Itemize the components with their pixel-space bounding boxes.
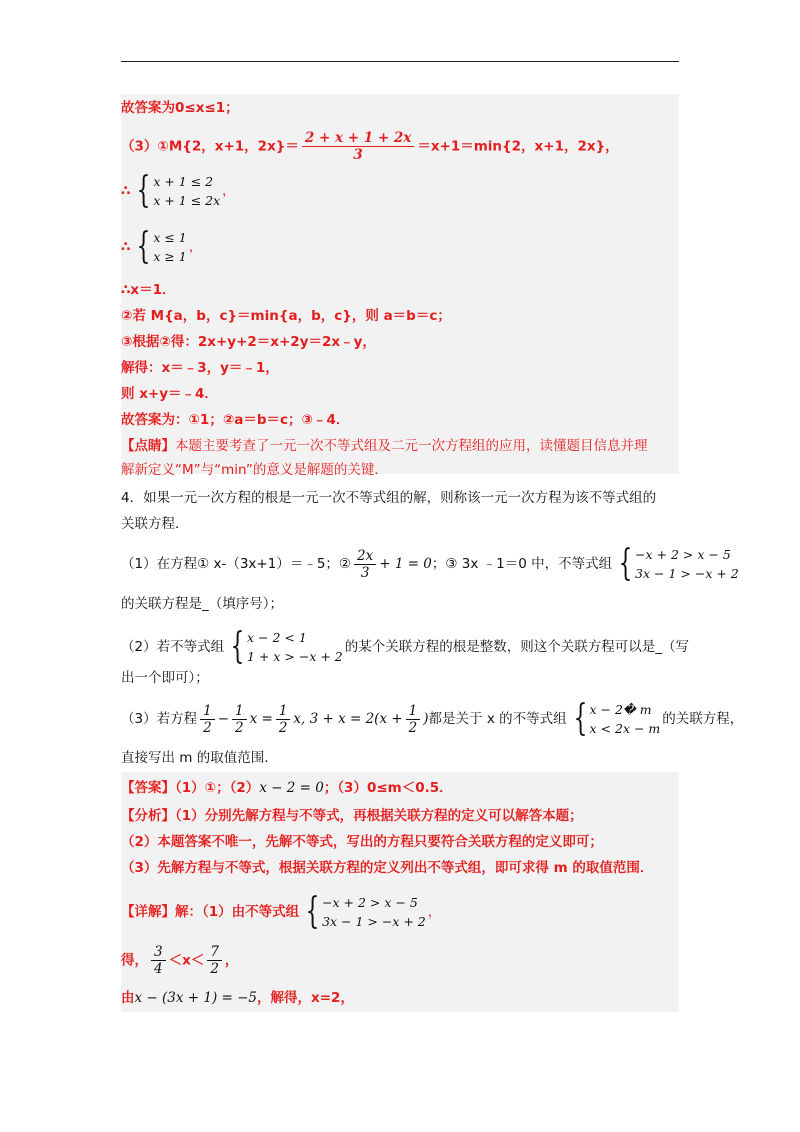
then-line: 则 x+y＝﹣4． (121, 386, 218, 402)
part3-fraction: $\frac{2 + x + 1 + 2x}{3}$ (302, 130, 414, 163)
answer-line: 故答案为0≤x≤1； (121, 100, 239, 116)
final-answer-line: 故答案为：①1；②a＝b＝c；③﹣4． (121, 412, 350, 428)
question-4-line-2: 关联方程． (121, 516, 189, 532)
comment-line-1: 【点睛】本题主要考查了一元一次不等式组及二元一次方程组的应用，读懂题目信息并理 (121, 438, 648, 454)
part3-line: （3）①M{2，x+1，2x}＝ $\frac{2 + x + 1 + 2x}{3}$ ＝x+1＝min{2，x+1，2x}， (121, 130, 619, 163)
comment-line-2: 解新定义“M”与“min”的意义是解题的关键． (121, 462, 388, 478)
question-4-part-3-tail: 直接写出 m 的取值范围． (121, 750, 278, 766)
system-2: ∴ { x ≤ 1 x ≥ 1 ， (121, 226, 203, 267)
question-4-line-1: 4．如果一元一次方程的根是一元一次不等式组的解，则称该一元一次方程为该不等式组的 (121, 490, 657, 506)
derive-range-line: 得， $\frac{3}{4}$ ＜x＜ $\frac{7}{2}$ ， (121, 944, 239, 977)
analysis-line-3: （3）先解方程与不等式，根据关联方程的定义列出不等式组，即可求得 m 的取值范围． (121, 860, 654, 876)
system-1: ∴ { x + 1 ≤ 2 x + 1 ≤ 2x ， (121, 170, 236, 211)
question-4-part-3: （3）若方程 $\frac{1}{2}$ − $\frac{1}{2}$ x = $\frac{1}{2}$ x, 3 + x = 2(x + $\frac{1}{2}$ )都是关于 x 的不等式组 { x − 2� m x < 2x − m 的关联方程， (121, 698, 744, 739)
answer-4-line: 【答案】（1）①；（2）x − 2 = 0；（3）0≤m＜0.5． (121, 780, 453, 796)
question-4-part-1: （1）在方程① x-（3x+1）＝﹣5；② $\frac{2x}{3}$ + 1 = 0；③ 3x ﹣1＝0 中，不等式组 { −x + 2 > x − 5 3x − 1 > −x + 2 (121, 543, 739, 584)
analysis-line-1: 【分析】（1）分别先解方程与不等式，再根据关联方程的定义可以解答本题； (121, 808, 583, 824)
question-4-part-2: （2）若不等式组 { x − 2 < 1 1 + x > −x + 2 的某个关联方程的根是整数，则这个关联方程可以是_（写 (121, 626, 689, 667)
circle-2-line: ②若 M{a，b，c}＝min{a，b，c}，则 a＝b＝c； (121, 308, 451, 324)
header-rule (121, 61, 679, 62)
solve-line: 解得：x＝﹣3，y＝﹣1， (121, 360, 279, 376)
analysis-line-2: （2）本题答案不唯一，先解不等式，写出的方程只要符合关联方程的定义即可； (121, 834, 603, 850)
question-4-part-1-tail: 的关联方程是_（填序号）； (121, 596, 283, 612)
question-4-part-2-tail: 出一个即可）； (121, 670, 209, 686)
x-equals-1: ∴x＝1． (121, 282, 176, 298)
circle-3-line: ③根据②得：2x+y+2＝x+2y＝2x﹣y， (121, 334, 376, 350)
solve-x-line: 由x − (3x + 1) = −5，解得，x=2， (121, 990, 354, 1006)
detail-line: 【详解】解：（1）由不等式组 { −x + 2 > x − 5 3x − 1 > −x + 2 ， (121, 891, 442, 932)
